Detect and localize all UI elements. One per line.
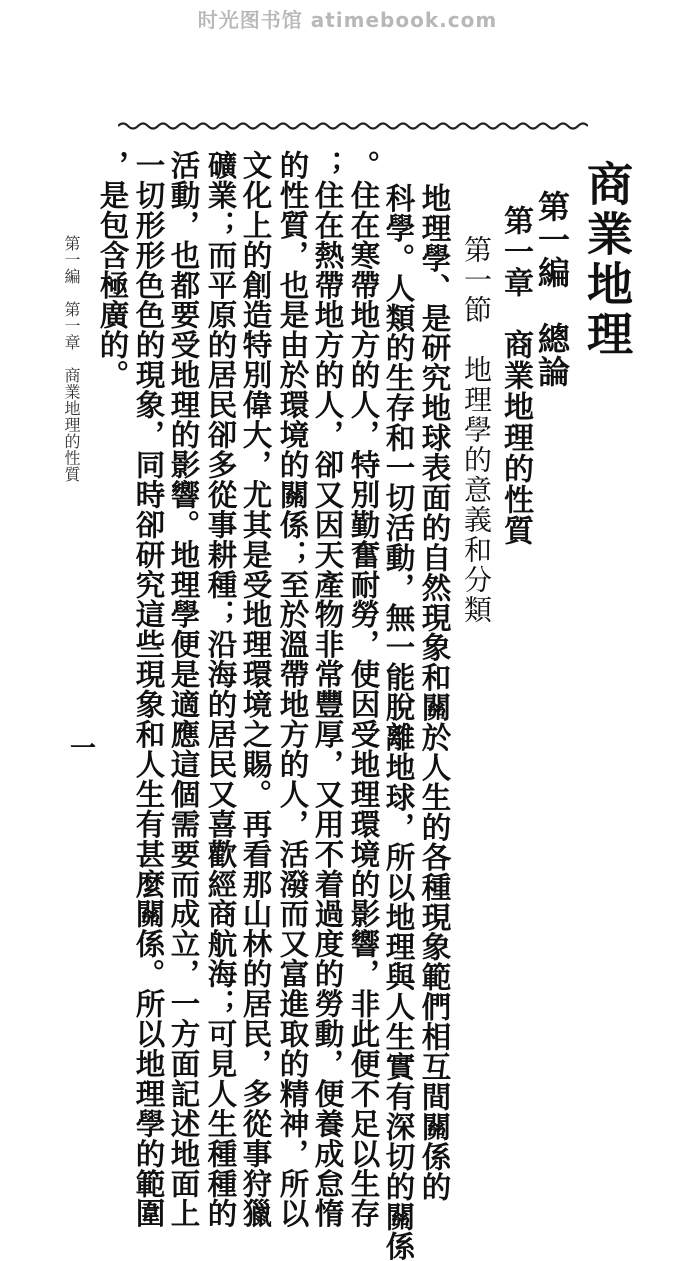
section-title: 第一節 地理學的意義和分類 [460, 235, 493, 625]
body-line: 地理學、是研究地球表面的自然現象和關於人生的各種現象範們相互間關係的 [417, 183, 453, 1202]
body-line: 活動，也都要受地理的影響。地理學便是適應這個需要而成立，一方面記述地面上 [166, 150, 202, 1229]
body-line: 。住在寒帶地方的人，特別勤奮耐勞，使因受地理環境的影響，非此便不足以生存 [346, 150, 382, 1229]
body-line: 的性質，也是由於環境的關係；至於溫帶地方的人，活潑而又富進取的精神，所以 [275, 150, 311, 1229]
decorative-wavy-rule [118, 118, 588, 132]
body-line: 一切形形色色的現象，同時卻研究這些現象和人生有甚麼關係。所以地理學的範圍 [131, 150, 167, 1229]
chapter-title: 第一章 商業地理的性質 [498, 205, 533, 546]
running-head: 第一編 第一章 商業地理的性質 [62, 235, 81, 483]
body-line: 文化上的創造特別偉大，尤其是受地理環境之賜。再看那山林的居民，多從事狩獵 [238, 150, 274, 1229]
body-line: ；住在熱帶地方的人，卻又因天產物非常豐厚，又用不着過度的勞動，便養成怠惰 [310, 150, 346, 1229]
part-title: 第一編 總論 [533, 190, 571, 388]
body-line: 科學。人類的生存和一切活動，無一能脫離地球，所以地理與人生實有深切的關係 [381, 183, 417, 1261]
body-line: 礦業；而平原的居民卻多從事耕種；沿海的居民又喜歡經商航海；可見人生種種的 [203, 150, 239, 1229]
page-number: 一 [70, 734, 97, 764]
body-line: ，是包含極廣的。 [95, 150, 131, 390]
book-title: 商業地理 [580, 160, 634, 360]
watermark-text: 时光图书馆 atimebook.com [197, 8, 498, 32]
